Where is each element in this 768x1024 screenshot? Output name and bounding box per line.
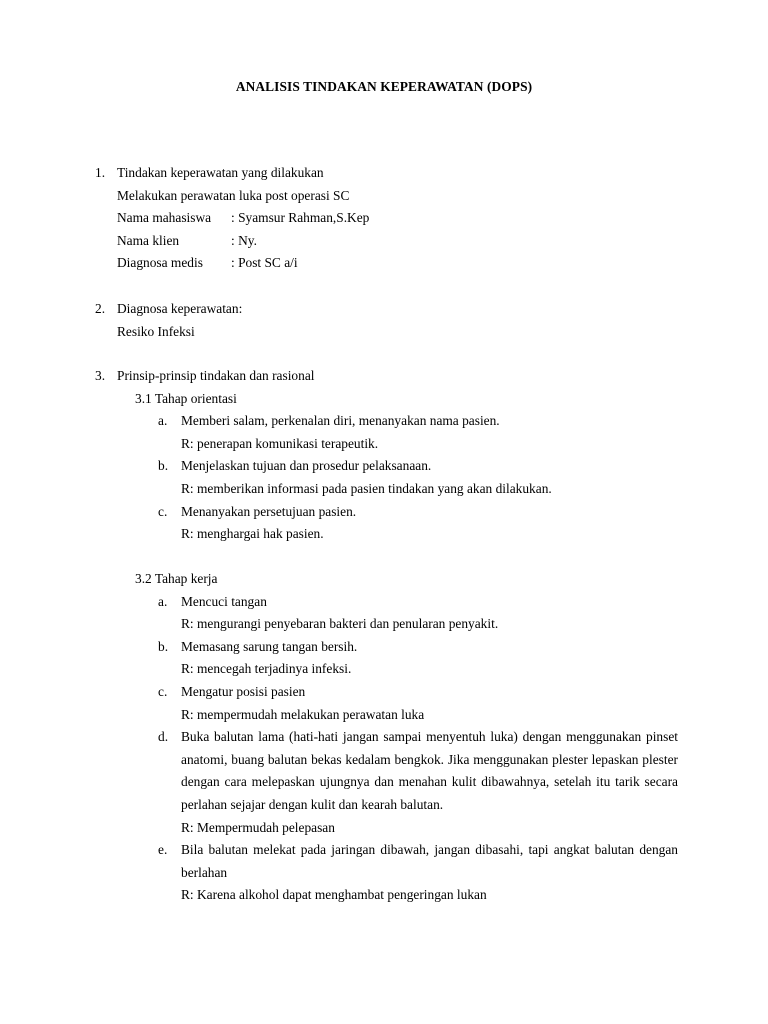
item-letter: a. (158, 593, 168, 609)
list-item (95, 410, 685, 433)
section-1 (95, 162, 685, 275)
list-item (95, 501, 685, 524)
list-item (95, 455, 685, 478)
item-text: Mengatur posisi pasien (181, 683, 306, 699)
section-number: 1. (95, 165, 106, 180)
item-letter: d. (158, 729, 169, 745)
item-text: Buka balutan lama (hati-hati jangan sampai menyentuh luka) dengan menggunakan pinset anatomi, buang balutan bekas kedalam bengkok. Jika menggunakan plester lepaskan plester dengan cara melepaskan ujungnya dan menahan kulit dibawahnya, setelah itu tarik secara perlahan sejajar dengan kulit dan kearah balutan. (181, 729, 678, 812)
section-3 (95, 365, 685, 546)
page-title: ANALISIS TINDAKAN KEPERAWATAN (DOPS) (235, 79, 533, 94)
field-medical-diagnosis (95, 252, 685, 275)
list-item (95, 681, 685, 704)
item-letter: c. (158, 683, 168, 699)
item-rationale: R: menghargai hak pasien. (181, 526, 324, 542)
item-text: Bila balutan melekat pada jaringan dibawah, jangan dibasahi, tapi angkat balutan dengan berlahan (181, 842, 678, 880)
list-item (95, 591, 685, 614)
item-letter: b. (158, 458, 169, 474)
field-key: Diagnosa medis (117, 255, 203, 271)
nursing-diagnosis-value: Resiko Infeksi (117, 323, 195, 339)
section-heading-text: Tindakan keperawatan yang dilakukan (117, 165, 324, 180)
section-heading-text: Diagnosa keperawatan: (117, 301, 243, 316)
field-key: Nama mahasiswa (117, 210, 212, 226)
field-student-name (95, 207, 685, 230)
item-letter: c. (158, 503, 168, 519)
section-number: 3. (95, 368, 106, 383)
section-2 (95, 298, 685, 343)
field-client-name (95, 230, 685, 253)
item-text: Memberi salam, perkenalan diri, menanyakan nama pasien. (181, 413, 500, 429)
item-text: Memasang sarung tangan bersih. (181, 638, 358, 654)
item-rationale: R: mencegah terjadinya infeksi. (181, 661, 352, 677)
list-item (95, 726, 685, 816)
subsection-orientation-heading: 3.1 Tahap orientasi (135, 390, 237, 406)
item-rationale: R: mengurangi penyebaran bakteri dan penularan penyakit. (181, 616, 499, 632)
item-rationale: R: Karena alkohol dapat menghambat pengeringan lukan (181, 887, 487, 903)
item-rationale: R: Mempermudah pelepasan (181, 819, 335, 835)
list-item (95, 839, 685, 884)
item-rationale: R: memberikan informasi pada pasien tindakan yang akan dilakukan. (181, 480, 552, 496)
item-text: Menjelaskan tujuan dan prosedur pelaksanaan. (181, 458, 432, 474)
item-letter: b. (158, 638, 169, 654)
field-value: : Syamsur Rahman,S.Kep (231, 210, 370, 226)
item-text: Menanyakan persetujuan pasien. (181, 503, 357, 519)
section-1-heading (95, 162, 685, 185)
item-rationale: R: mempermudah melakukan perawatan luka (181, 706, 425, 722)
section-3-heading (95, 365, 685, 388)
list-item (95, 636, 685, 659)
field-value: : Ny. (231, 232, 257, 248)
field-value: : Post SC a/i (231, 255, 298, 271)
subsection-work-heading: 3.2 Tahap kerja (135, 571, 218, 586)
section-2-heading (95, 298, 685, 321)
section-3-work (95, 568, 685, 907)
item-text: Mencuci tangan (181, 593, 267, 609)
section-number: 2. (95, 301, 106, 316)
section-heading-text: Prinsip-prinsip tindakan dan rasional (117, 368, 315, 383)
field-key: Nama klien (117, 232, 180, 248)
item-rationale: R: penerapan komunikasi terapeutik. (181, 435, 379, 451)
item-letter: a. (158, 413, 168, 429)
action-description: Melakukan perawatan luka post operasi SC (117, 187, 350, 203)
item-letter: e. (158, 842, 168, 858)
